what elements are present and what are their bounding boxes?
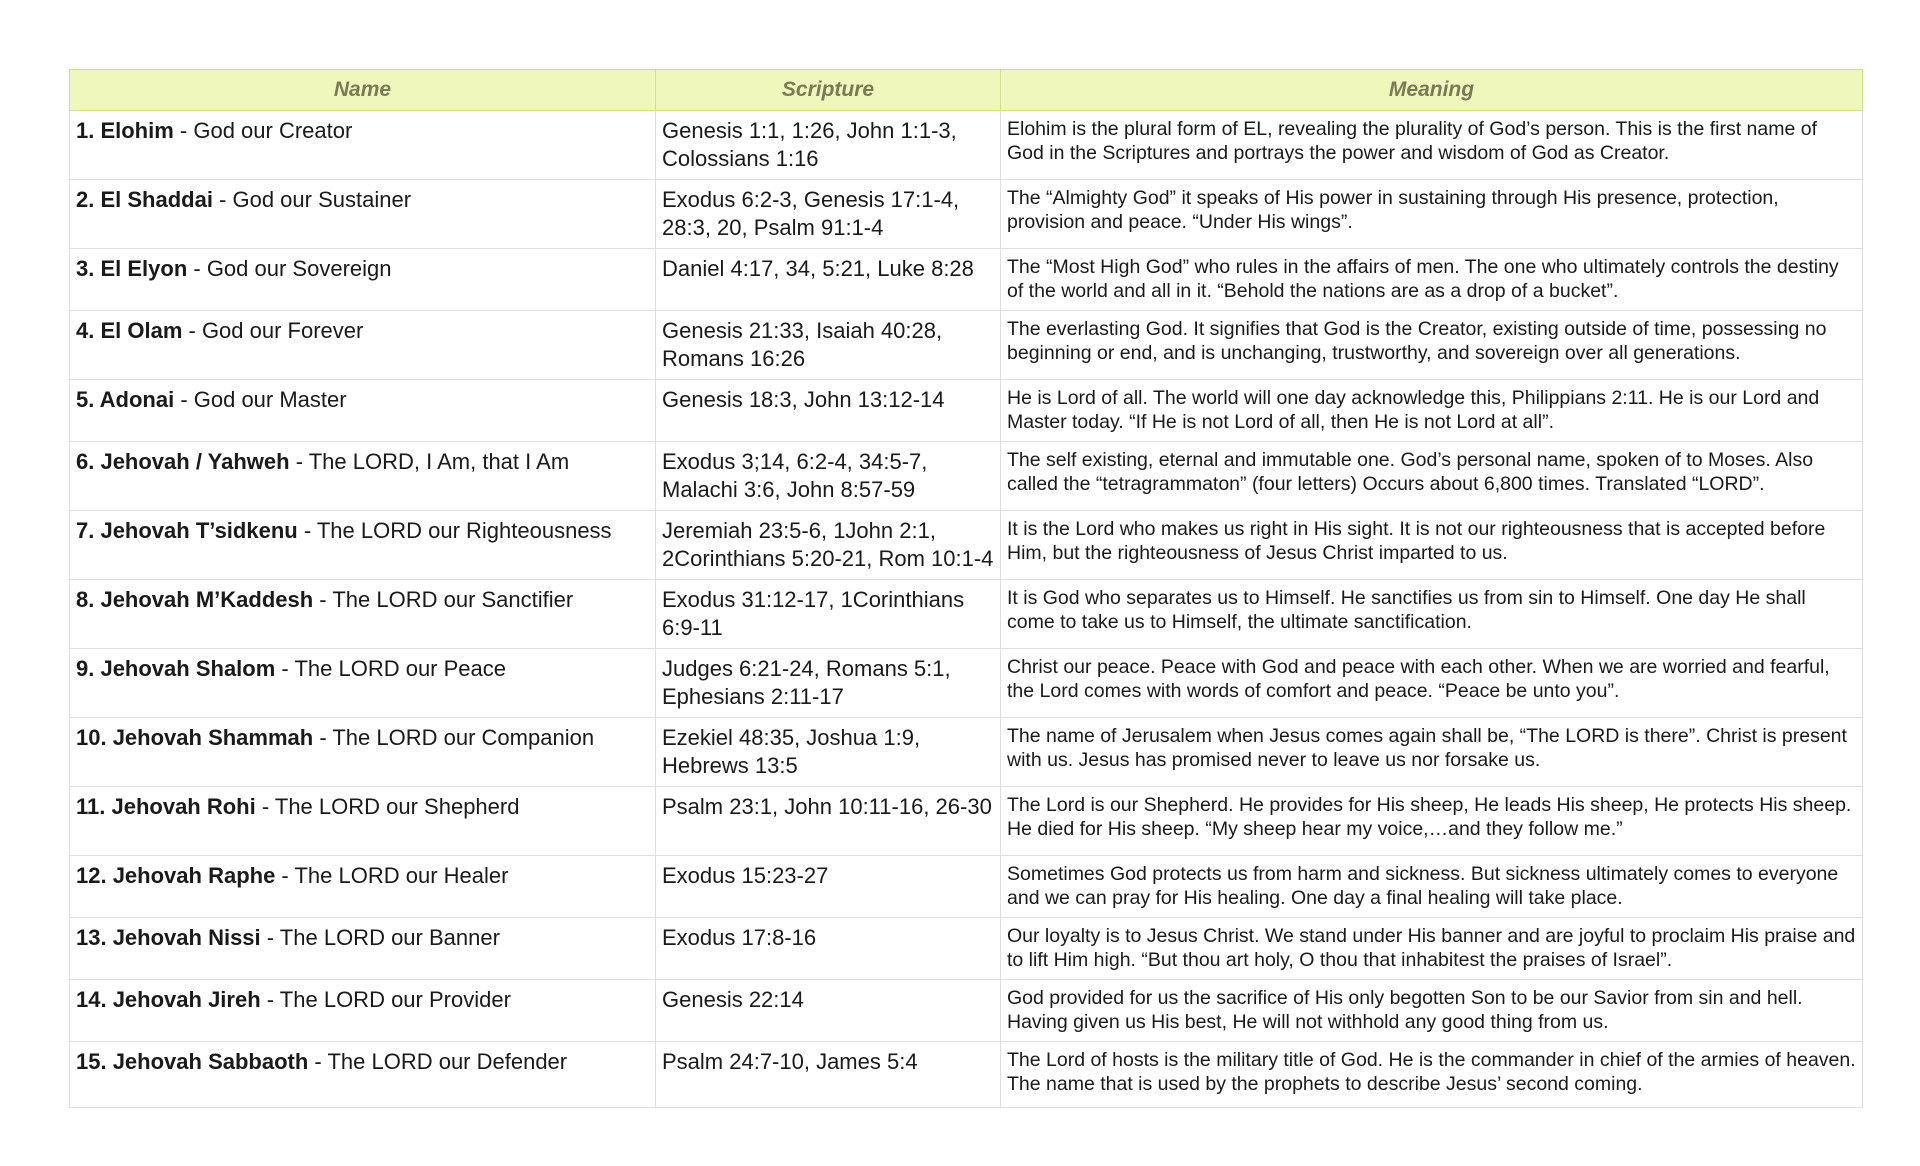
table-row — [70, 111, 1863, 180]
name-cell — [70, 511, 656, 580]
name-description: - God our Forever — [182, 318, 364, 343]
meaning-cell: Christ our peace. Peace with God and peace with each other. When we are worried and fearful, the Lord comes with words of comfort and peace. “Peace be unto you”. — [1001, 649, 1863, 718]
scripture-cell: Exodus 6:2-3, Genesis 17:1-4, 28:3, 20, Psalm 91:1-4 — [656, 180, 1001, 249]
name-cell — [70, 442, 656, 511]
meaning-cell: The everlasting God. It signifies that God is the Creator, existing outside of time, possessing no beginning or end, and is unchanging, trustworthy, and sovereign over all generations. — [1001, 311, 1863, 380]
name-cell — [70, 918, 656, 980]
name-cell — [70, 311, 656, 380]
name-cell — [70, 980, 656, 1042]
name-description: - The LORD our Companion — [313, 725, 595, 750]
table-row — [70, 918, 1863, 980]
name-title: 4. El Olam — [76, 318, 183, 343]
meaning-cell: The name of Jerusalem when Jesus comes again shall be, “The LORD is there”. Christ is present with us. Jesus has promised never to leave us nor forsake us. — [1001, 718, 1863, 787]
name-title: 14. Jehovah Jireh — [76, 987, 261, 1012]
table-row — [70, 249, 1863, 311]
name-title: 15. Jehovah Sabbaoth — [76, 1049, 309, 1074]
table-row — [70, 787, 1863, 856]
name-cell — [70, 380, 656, 442]
name-description: - The LORD our Righteousness — [297, 518, 612, 543]
name-title: 7. Jehovah T’sidkenu — [76, 518, 298, 543]
name-title: 5. Adonai — [76, 387, 175, 412]
table-row — [70, 649, 1863, 718]
scripture-cell: Exodus 3;14, 6:2-4, 34:5-7, Malachi 3:6, John 8:57-59 — [656, 442, 1001, 511]
name-description: - The LORD our Provider — [260, 987, 511, 1012]
table-row — [70, 580, 1863, 649]
name-cell — [70, 180, 656, 249]
name-cell — [70, 787, 656, 856]
name-title: 1. Elohim — [76, 118, 174, 143]
meaning-cell: The self existing, eternal and immutable one. God’s personal name, spoken of to Moses. Also called the “tetragrammaton” (four letters) Occurs about 6,800 times. Translated “LORD”. — [1001, 442, 1863, 511]
scripture-cell: Ezekiel 48:35, Joshua 1:9, Hebrews 13:5 — [656, 718, 1001, 787]
meaning-cell: The Lord of hosts is the military title of God. He is the commander in chief of the armies of heaven. The name that is used by the prophets to describe Jesus’ second coming. — [1001, 1042, 1863, 1108]
name-title: 10. Jehovah Shammah — [76, 725, 314, 750]
meaning-cell: He is Lord of all. The world will one day acknowledge this, Philippians 2:11. He is our Lord and Master today. “If He is not Lord of all, then He is not Lord at all”. — [1001, 380, 1863, 442]
name-description: - The LORD our Healer — [275, 863, 509, 888]
name-title: 2. El Shaddai — [76, 187, 213, 212]
meaning-cell: Our loyalty is to Jesus Christ. We stand under His banner and are joyful to proclaim His praise and to lift Him high. “But thou art holy, O thou that inhabitest the praises of Israel”. — [1001, 918, 1863, 980]
name-description: - The LORD our Peace — [275, 656, 506, 681]
table-row — [70, 511, 1863, 580]
name-description: - God our Master — [174, 387, 347, 412]
scripture-cell: Genesis 18:3, John 13:12-14 — [656, 380, 1001, 442]
name-description: - The LORD our Defender — [308, 1049, 568, 1074]
name-description: - God our Sustainer — [212, 187, 412, 212]
meaning-cell: It is God who separates us to Himself. He sanctifies us from sin to Himself. One day He shall come to take us to Himself, the ultimate sanctification. — [1001, 580, 1863, 649]
header-name: Name — [70, 70, 656, 111]
scripture-cell: Jeremiah 23:5-6, 1John 2:1, 2Corinthians 5:20-21, Rom 10:1-4 — [656, 511, 1001, 580]
name-cell — [70, 1042, 656, 1108]
name-cell — [70, 649, 656, 718]
table-row — [70, 442, 1863, 511]
meaning-cell: It is the Lord who makes us right in His sight. It is not our righteousness that is accepted before Him, but the righteousness of Jesus Christ imparted to us. — [1001, 511, 1863, 580]
name-title: 8. Jehovah M’Kaddesh — [76, 587, 314, 612]
name-description: - The LORD our Banner — [260, 925, 500, 950]
name-description: - The LORD, I Am, that I Am — [289, 449, 570, 474]
table-row — [70, 856, 1863, 918]
name-cell — [70, 718, 656, 787]
name-cell — [70, 249, 656, 311]
scripture-cell: Genesis 22:14 — [656, 980, 1001, 1042]
table-row — [70, 180, 1863, 249]
table-row — [70, 718, 1863, 787]
header-row — [70, 70, 1863, 111]
scripture-cell: Psalm 24:7-10, James 5:4 — [656, 1042, 1001, 1108]
name-title: 6. Jehovah / Yahweh — [76, 449, 290, 474]
scripture-cell: Exodus 17:8-16 — [656, 918, 1001, 980]
name-description: - The LORD our Sanctifier — [313, 587, 574, 612]
meaning-cell: Sometimes God protects us from harm and sickness. But sickness ultimately comes to everyone and we can pray for His healing. One day a final healing will take place. — [1001, 856, 1863, 918]
name-description: - God our Sovereign — [187, 256, 392, 281]
scripture-cell: Psalm 23:1, John 10:11-16, 26-30 — [656, 787, 1001, 856]
name-description: - God our Creator — [173, 118, 353, 143]
name-title: 12. Jehovah Raphe — [76, 863, 276, 888]
table-row — [70, 980, 1863, 1042]
name-title: 9. Jehovah Shalom — [76, 656, 276, 681]
scripture-cell: Genesis 21:33, Isaiah 40:28, Romans 16:26 — [656, 311, 1001, 380]
name-cell — [70, 856, 656, 918]
scripture-cell: Genesis 1:1, 1:26, John 1:1-3, Colossians 1:16 — [656, 111, 1001, 180]
name-title: 11. Jehovah Rohi — [76, 794, 256, 819]
meaning-cell: The Lord is our Shepherd. He provides for His sheep, He leads His sheep, He protects His sheep. He died for His sheep. “My sheep hear my voice,…and they follow me.” — [1001, 787, 1863, 856]
table-row — [70, 311, 1863, 380]
name-description: - The LORD our Shepherd — [255, 794, 520, 819]
header-meaning: Meaning — [1001, 70, 1863, 111]
scripture-cell: Judges 6:21-24, Romans 5:1, Ephesians 2:11-17 — [656, 649, 1001, 718]
name-cell — [70, 111, 656, 180]
meaning-cell: The “Most High God” who rules in the affairs of men. The one who ultimately controls the destiny of the world and all in it. “Behold the nations are as a drop of a bucket”. — [1001, 249, 1863, 311]
table-row — [70, 380, 1863, 442]
scripture-cell: Exodus 31:12-17, 1Corinthians 6:9-11 — [656, 580, 1001, 649]
meaning-cell: Elohim is the plural form of EL, revealing the plurality of God’s person. This is the first name of God in the Scriptures and portrays the power and wisdom of God as Creator. — [1001, 111, 1863, 180]
name-cell — [70, 580, 656, 649]
names-of-god-table — [69, 69, 1863, 1108]
scripture-cell: Exodus 15:23-27 — [656, 856, 1001, 918]
name-title: 13. Jehovah Nissi — [76, 925, 261, 950]
meaning-cell: The “Almighty God” it speaks of His power in sustaining through His presence, protection, provision and peace. “Under His wings”. — [1001, 180, 1863, 249]
scripture-cell: Daniel 4:17, 34, 5:21, Luke 8:28 — [656, 249, 1001, 311]
header-scripture: Scripture — [656, 70, 1001, 111]
table-row — [70, 1042, 1863, 1108]
meaning-cell: God provided for us the sacrifice of His only begotten Son to be our Savior from sin and hell. Having given us His best, He will not withhold any good thing from us. — [1001, 980, 1863, 1042]
name-title: 3. El Elyon — [76, 256, 188, 281]
